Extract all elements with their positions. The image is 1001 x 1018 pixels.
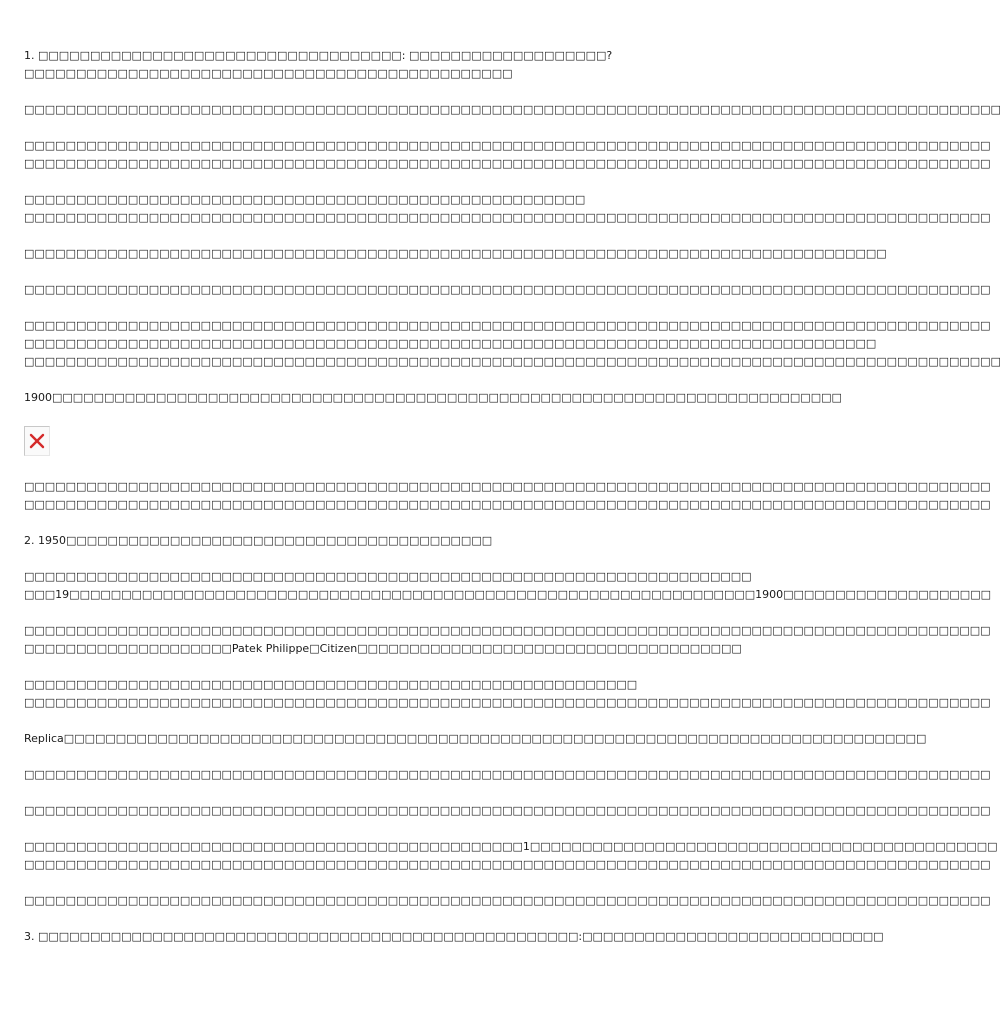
text-line: □□□□□□□□□□□□□□□□□□□□□□□□□□□□□□□□□□□□□□□□□□□□□□□□□□□□□□□□□□□□□□□□□□□□□□□□□□□□□□□□□□□□□□□□□□□□□ <box>24 480 991 493</box>
paragraph-gap <box>24 874 696 892</box>
text-line: □□□□□□□□□□□□□□□□□□□□□□□□□□□□□□□□□□□□□□□□□□□□□□□ <box>24 67 513 80</box>
text-line: □□□□□□□□□□□□□□□□□□□□□□□□□□□□□□□□□□□□□□□□□□□□□□□□□□□□□□ <box>24 193 586 206</box>
paragraph-gap <box>24 514 696 532</box>
paragraph-gap <box>24 407 696 425</box>
text-line: □□□□□□□□□□□□□□□□□□□□□□□□□□□□□□□□□□□□□□□□□□□□□□□□□□□□□□□□□□□□□□□□□□□□□□□□□□□□□□□□□□□□□□□□□□□□□ <box>24 768 991 781</box>
paragraph-gap <box>24 263 696 281</box>
paragraph-gap <box>24 604 696 622</box>
paragraph-gap <box>24 173 696 191</box>
text-line: □□□□□□□□□□□□□□□□□□□□□□□□□□□□□□□□□□□□□□□□□□□□□□□□□□□□□□□□□□□□□□□□□□□□□□□□□□□□□□□□□□□□□□□□□□□□□ <box>24 858 991 871</box>
text-line: □□□□□□□□□□□□□□□□□□□□□□□□□□□□□□□□□□□□□□□□□□□□□□□□□□□□□□□□□□□□□□□□□□□□□□□□□□□□□□□□□□□□□□□□□□□□□ <box>24 498 991 511</box>
text-line: 1. □□□□□□□□□□□□□□□□□□□□□□□□□□□□□□□□□□□: □□□□□□□□□□□□□□□□□□□? <box>24 49 613 62</box>
paragraph-gap <box>24 227 696 245</box>
paragraph-gap <box>24 910 696 928</box>
text-line: Replica□□□□□□□□□□□□□□□□□□□□□□□□□□□□□□□□□□□□□□□□□□□□□□□□□□□□□□□□□□□□□□□□□□□□□□□□□□□□□□□□□□□ <box>24 732 927 745</box>
text-line: □□□□□□□□□□□□□□□□□□□□□□□□□□□□□□□□□□□□□□□□□□□□□□□□□□□□□□□□□□□□□□□□□□□□□□□□□□□□□□□□□□ <box>24 337 877 350</box>
paragraph-gap <box>24 784 696 802</box>
text-line: □□□□□□□□□□□□□□□□□□□□□□□□□□□□□□□□□□□□□□□□□□□□□□□□1□□□□□□□□□□□□□□□□□□□□□□□□□□□□□□□□□□□□□□□□□□□□□ <box>24 840 998 853</box>
text-line: 2. 1950□□□□□□□□□□□□□□□□□□□□□□□□□□□□□□□□□□□□□□□□□ <box>24 534 493 547</box>
text-line: □□□□□□□□□□□□□□□□□□□□Patek Philippe□Citizen□□□□□□□□□□□□□□□□□□□□□□□□□□□□□□□□□□□□□ <box>24 642 742 655</box>
image-placeholder <box>24 425 696 478</box>
text-line: □□□□□□□□□□□□□□□□□□□□□□□□□□□□□□□□□□□□□□□□□□□□□□□□□□□□□□□□□□□□□□□□□□□□□□□□□□□□□□□□□□□□□□□□□□□□□ <box>24 624 991 637</box>
text-line: 1900□□□□□□□□□□□□□□□□□□□□□□□□□□□□□□□□□□□□□□□□□□□□□□□□□□□□□□□□□□□□□□□□□□□□□□□□□□□□ <box>24 391 842 404</box>
paragraph-gap <box>24 83 696 101</box>
paragraph-gap <box>24 550 696 568</box>
text-line: □□□□□□□□□□□□□□□□□□□□□□□□□□□□□□□□□□□□□□□□□□□□□□□□□□□□□□□□□□□□□□□□□□□□□□□□□□□□□□□□□□□□□□□□□□□□□ <box>24 696 991 709</box>
text-line: □□□□□□□□□□□□□□□□□□□□□□□□□□□□□□□□□□□□□□□□□□□□□□□□□□□□□□□□□□□□□□□□□□□□□□□□□□□□□□□□□□□□□□□□□□□□□ <box>24 283 991 296</box>
paragraph-gap <box>24 119 696 137</box>
paragraph-gap <box>24 658 696 676</box>
text-line: □□□□□□□□□□□□□□□□□□□□□□□□□□□□□□□□□□□□□□□□□□□□□□□□□□□□□□□□□□□□□□□□□□□□□□□□□□□□□□□□□□□□□□□□□□□□□ <box>24 157 991 170</box>
paragraph-gap <box>24 748 696 766</box>
paragraph-gap <box>24 820 696 838</box>
text-line: □□□□□□□□□□□□□□□□□□□□□□□□□□□□□□□□□□□□□□□□□□□□□□□□□□□□□□□□□□□□□□□□□□□□□□□□□□□□□□□□□□□□□□□□□□□□□ <box>24 211 991 224</box>
text-line: □□□□□□□□□□□□□□□□□□□□□□□□□□□□□□□□□□□□□□□□□□□□□□□□□□□□□□□□□□□□□□□□□□□□□□ <box>24 570 752 583</box>
paragraph-gap <box>24 371 696 389</box>
text-line: □□□19□□□□□□□□□□□□□□□□□□□□□□□□□□□□□□□□□□□□□□□□□□□□□□□□□□□□□□□□□□□□□□□□□□1900□□□□□□□□□□□□□□□□□□□□ <box>24 588 991 601</box>
text-line: □□□□□□□□□□□□□□□□□□□□□□□□□□□□□□□□□□□□□□□□□□□□□□□□□□□□□□□□□□□□□□□□□□□□□□□□□□□□□□□□□□□□□□□□□□□□□ <box>24 804 991 817</box>
text-line: □□□□□□□□□□□□□□□□□□□□□□□□□□□□□□□□□□□□□□□□□□□□□□□□□□□□□□□□□□□□□□□□□□□□□□□□□□□□□□□□□□□□□□□□□□□□□□ <box>24 103 1001 116</box>
text-line: □□□□□□□□□□□□□□□□□□□□□□□□□□□□□□□□□□□□□□□□□□□□□□□□□□□□□□□□□□□□□□□□□□□□□□□□□□□□□□□□□□□□□□□□□□□□□□ <box>24 355 1001 368</box>
text-line: □□□□□□□□□□□□□□□□□□□□□□□□□□□□□□□□□□□□□□□□□□□□□□□□□□□□□□□□□□□□□□□□□□□□□□□□□□□□□□□□□□□□□□□□□□□□□ <box>24 139 991 152</box>
text-line: □□□□□□□□□□□□□□□□□□□□□□□□□□□□□□□□□□□□□□□□□□□□□□□□□□□□□□□□□□□□□□□□□□□□□□□□□□□□□□□□□□□□□□□□□□□□□ <box>24 894 991 907</box>
text-line: 3. □□□□□□□□□□□□□□□□□□□□□□□□□□□□□□□□□□□□□□□□□□□□□□□□□□□□:□□□□□□□□□□□□□□□□□□□□□□□□□□□□□ <box>24 930 884 943</box>
paragraph-gap <box>24 712 696 730</box>
document-body <box>24 47 1001 946</box>
paragraph-gap <box>24 299 696 317</box>
text-line: □□□□□□□□□□□□□□□□□□□□□□□□□□□□□□□□□□□□□□□□□□□□□□□□□□□□□□□□□□□□□□□□□□□□□□□□□□□□□□□□□□□ <box>24 247 887 260</box>
text-line: □□□□□□□□□□□□□□□□□□□□□□□□□□□□□□□□□□□□□□□□□□□□□□□□□□□□□□□□□□□□□□□□□□□□□□□□□□□□□□□□□□□□□□□□□□□□□ <box>24 319 991 332</box>
broken-image-icon <box>24 426 50 456</box>
text-line: □□□□□□□□□□□□□□□□□□□□□□□□□□□□□□□□□□□□□□□□□□□□□□□□□□□□□□□□□□□ <box>24 678 638 691</box>
